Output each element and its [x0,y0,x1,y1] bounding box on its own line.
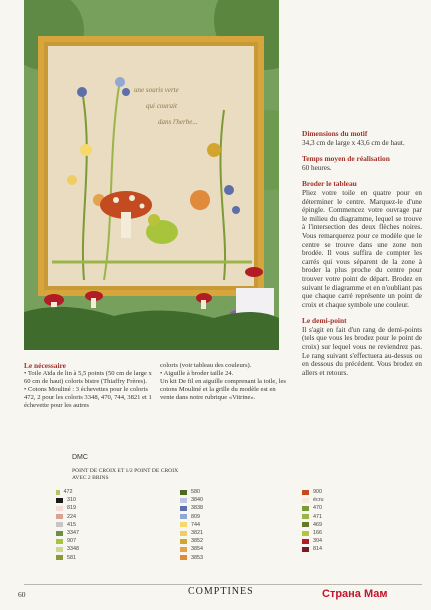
color-swatch-row [180,545,203,553]
section-heading: Temps moyen de réalisation [302,154,390,164]
color-swatch [302,531,309,536]
watermark-logo: Страна Мам [322,588,388,600]
materials-item: Un kit De fil en aiguille comprenant la toile, les cotons Mouliné et la grille du modèle est en vente dans notre rubrique «Vitrine». [160,378,286,401]
color-swatch [180,506,187,511]
color-code: 814 [313,546,322,553]
color-swatch [180,490,187,495]
color-swatch [180,514,187,519]
materials-item: coloris (voir tableau des couleurs). [160,362,252,369]
embroidery-caption-line: une souris verte [134,86,179,94]
color-swatch-row [180,537,203,545]
section-heading: Broder le tableau [302,179,357,189]
color-swatch-row [302,537,324,545]
color-code: 166 [313,530,322,537]
color-swatch [180,498,187,503]
color-swatch-row [302,521,324,529]
legend-subtitle: POINT DE CROIX ET 1/2 POINT DE CROIX AVEC 2 BRINS [72,468,179,481]
color-code: 3852 [191,538,203,545]
color-swatch [302,514,309,519]
color-swatch-row [56,554,79,562]
legend-column [302,488,324,554]
color-swatch-row [302,513,324,521]
color-swatch [302,547,309,552]
materials-heading: Le nécessaire [24,361,66,370]
color-swatch [56,498,63,503]
color-code: 580 [191,489,200,496]
color-swatch-row [56,504,79,512]
color-code: 809 [191,513,200,520]
color-swatch [302,539,309,544]
footer-rule [24,584,422,585]
color-code: 469 [313,521,322,528]
embroidery-photo [24,0,279,350]
color-swatch [56,555,63,560]
materials-item: • Toile Aïda de lin à 5,5 points (50 cm de large x 60 cm de haut) coloris bistre (Thiaffry Frères). [24,370,152,385]
color-code: 471 [313,513,322,520]
color-swatch-row [180,513,203,521]
materials-item: • Aiguille à broder taille 24. [160,370,234,377]
color-swatch-row [56,521,79,529]
color-swatch-row [302,488,324,496]
embroidery-caption-line: dans l'herbe... [158,118,198,126]
section-body: 60 heures. [302,163,332,172]
section-body: Pliez votre toile en quatre pour en déterminer le centre. Marquez-le d'une épingle. Commencez votre ouvrage par le milieu du diagramme, lequel se trouve à l'intersection des deux flèches noires. Vous remarquerez pour ce modèle que le centre se trouve dans une zone non brodée. Il vous suffira de compter les carrés qui vous séparent de la zone à broder la plus proche du centre pour trouver votre point de départ. Brodez en suivant le diagramme et en n'oubliant pas que chaque carré représente un point de croix et chaque symbole une couleur. [302,188,422,309]
color-swatch-row [180,521,203,529]
color-code: 3821 [191,530,203,537]
legend-brand: DMC [72,454,88,461]
color-swatch-row [302,496,324,504]
color-swatch-row [180,496,203,504]
color-code: 907 [67,538,76,545]
color-code: 819 [67,505,76,512]
color-code: 900 [313,489,322,496]
color-swatch-row [56,488,79,496]
color-swatch [56,522,63,527]
color-swatch-row [302,504,324,512]
section-body: Il s'agit en fait d'un rang de demi-points (tels que vous les brodez pour le point de croix) sur lequel vous ne reviendrez pas. Le rang suivant s'effectuera au-dessus ou en dessous du précédent. Vous brodez en allers et retours. [302,325,422,377]
color-swatch [180,522,187,527]
color-swatch [302,498,309,503]
color-swatch [56,514,63,519]
color-swatch [180,555,187,560]
page-number: 60 [18,590,26,599]
color-code: 470 [313,505,322,512]
color-code: écru [313,497,324,504]
materials-list [24,362,152,410]
color-swatch [180,547,187,552]
section-footer: COMPTINES [188,586,254,597]
color-code: 3347 [67,530,79,537]
color-code: 3853 [191,554,203,561]
color-swatch [180,539,187,544]
color-swatch-row [56,513,79,521]
section-heading: Le demi-point [302,316,347,326]
color-swatch [180,531,187,536]
section-body: 34,3 cm de large x 43,6 cm de haut. [302,138,405,147]
embroidery-caption-line: qui courait [146,102,177,110]
color-swatch [56,506,63,511]
color-code: 472 [63,489,73,496]
color-swatch [56,531,63,536]
color-legend [56,454,401,562]
color-swatch [56,490,60,495]
instructions-column [302,130,422,377]
color-swatch [56,539,63,544]
color-swatch [302,522,309,527]
color-code: 310 [67,497,76,504]
color-code: 304 [313,538,322,545]
materials-list-continued [160,362,286,402]
color-swatch-row [180,554,203,562]
color-swatch-row [180,504,203,512]
color-code: 224 [67,513,76,520]
color-code: 744 [191,521,200,528]
color-code: 581 [67,554,76,561]
legend-column [180,488,203,562]
color-swatch-row [180,488,203,496]
color-code: 3838 [191,505,203,512]
legend-column [56,488,79,562]
color-swatch [302,490,309,495]
color-swatch-row [56,537,79,545]
color-code: 3348 [67,546,79,553]
color-code: 3854 [191,546,203,553]
color-swatch-row [302,529,324,537]
color-swatch-row [302,545,324,553]
color-swatch [56,547,63,552]
color-swatch-row [56,496,79,504]
color-swatch [302,506,309,511]
color-code: 415 [67,521,76,528]
color-swatch-row [180,529,203,537]
materials-item: • Cotons Mouliné : 3 échevettes pour le coloris 472, 2 pour les coloris 3348, 470, 744, 3821 et 1 échevette pour les autres [24,386,152,409]
color-swatch-row [56,545,79,553]
color-code: 3840 [191,497,203,504]
color-swatch-row [56,529,79,537]
section-heading: Dimensions du motif [302,129,368,138]
